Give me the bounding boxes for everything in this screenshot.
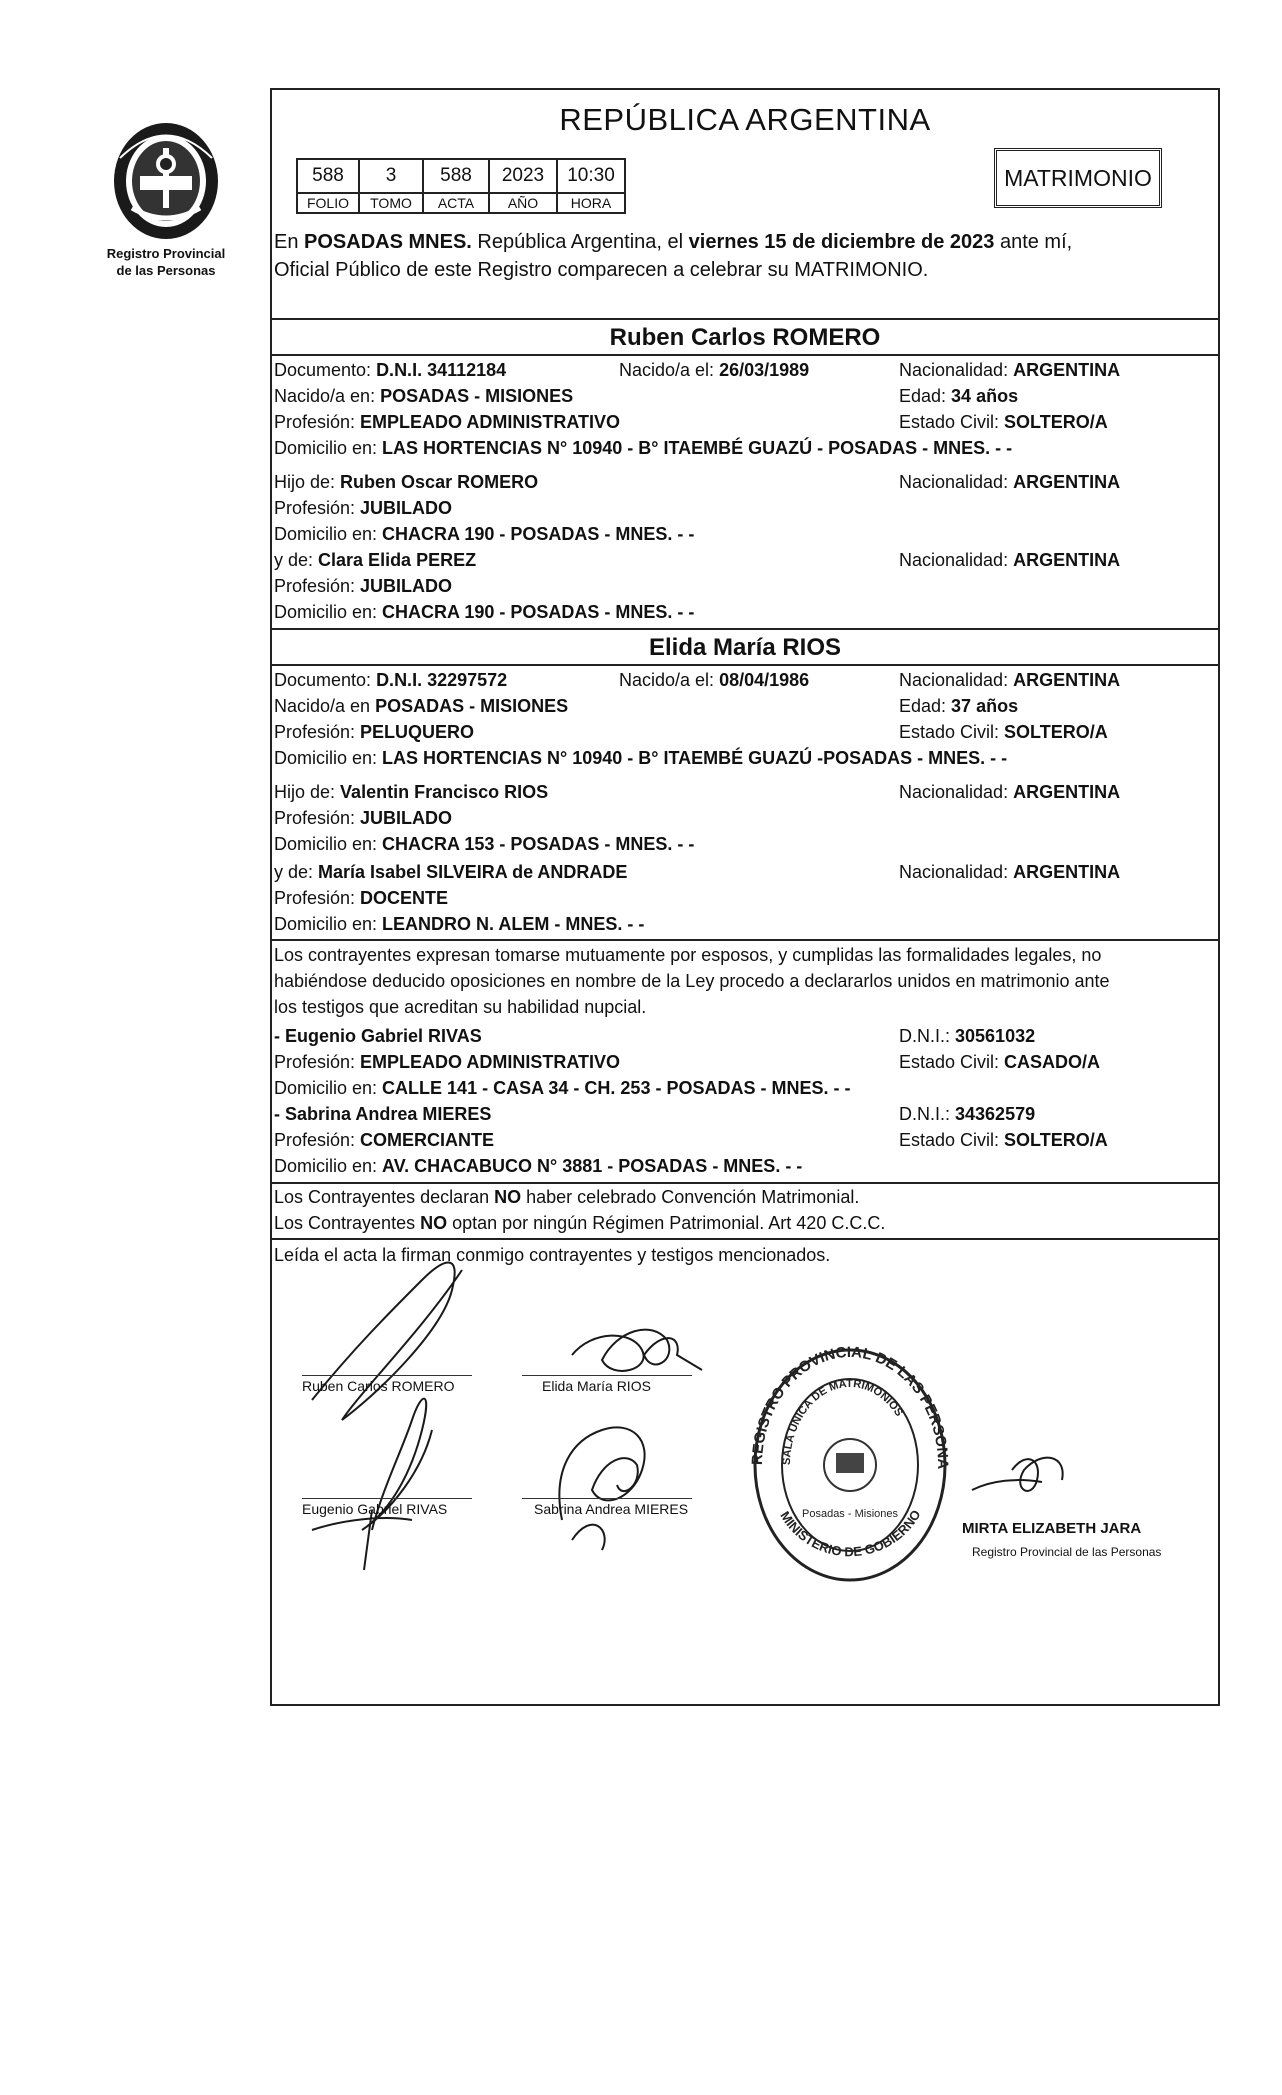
seal-stamp-icon <box>750 1345 950 1585</box>
spouse1-mother-name: Clara Elida PEREZ <box>318 550 477 570</box>
spouse1-father-nationality: ARGENTINA <box>1013 472 1121 492</box>
witness2-dni: 34362579 <box>955 1104 1036 1124</box>
spouse2-birthplace: POSADAS - MISIONES <box>375 696 569 716</box>
hora-label: HORA <box>557 193 625 213</box>
field-label: Edad: <box>899 386 952 406</box>
regime-no: NO <box>494 1187 522 1207</box>
spouse1-mother-profession: JUBILADO <box>360 576 453 596</box>
signature-line <box>302 1375 472 1376</box>
field-label: Nacido/a en: <box>274 386 381 406</box>
field-label: Nacionalidad: <box>899 550 1014 570</box>
spouse2-address: LAS HORTENCIAS N° 10940 - B° ITAEMBÉ GUAZÚ -POSADAS - MNES. - - <box>382 748 1008 768</box>
intro-text: En <box>274 231 305 253</box>
spouse1-address: LAS HORTENCIAS N° 10940 - B° ITAEMBÉ GUAZÚ - POSADAS - MNES. - - <box>382 438 1013 458</box>
signature-name-4: Sabrina Andrea MIERES <box>534 1501 689 1517</box>
spouse1-mother-address: CHACRA 190 - POSADAS - MNES. - - <box>382 602 695 622</box>
witness2-profession: COMERCIANTE <box>360 1130 495 1150</box>
signature-line <box>522 1498 692 1499</box>
regime-text: haber celebrado Convención Matrimonial. <box>521 1187 860 1207</box>
spouse1-nationality: ARGENTINA <box>1013 360 1121 380</box>
field-label: D.N.I.: <box>899 1026 956 1046</box>
spouse2-mother-name: María Isabel SILVEIRA de ANDRADE <box>318 862 628 882</box>
field-label: Hijo de: <box>274 472 341 492</box>
field-label: Hijo de: <box>274 782 341 802</box>
closing-text: Leída el acta la firman conmigo contrayentes y testigos mencionados. <box>274 1245 831 1265</box>
spouse1-mother-nationality: ARGENTINA <box>1013 550 1121 570</box>
field-label: Estado Civil: <box>899 412 1005 432</box>
spouse1-father-address: CHACRA 190 - POSADAS - MNES. - - <box>382 524 695 544</box>
field-label: Nacionalidad: <box>899 862 1014 882</box>
folio-label: FOLIO <box>297 193 359 213</box>
signature-name-1: Ruben Carlos ROMERO <box>302 1378 455 1394</box>
regime-text: Los Contrayentes <box>274 1213 421 1233</box>
field-label: Domicilio en: <box>274 438 383 458</box>
field-label: Profesión: <box>274 1130 361 1150</box>
witness1-profession: EMPLEADO ADMINISTRATIVO <box>360 1052 621 1072</box>
anio-label: AÑO <box>489 193 557 213</box>
spouse2-nationality: ARGENTINA <box>1013 670 1121 690</box>
tomo-label: TOMO <box>359 193 423 213</box>
field-label: Domicilio en: <box>274 834 383 854</box>
official-seal <box>750 1345 950 1590</box>
field-label: Nacionalidad: <box>899 670 1014 690</box>
spouse2-father-name: Valentin Francisco RIOS <box>340 782 549 802</box>
spouse2-father-profession: JUBILADO <box>360 808 453 828</box>
witness1-dni: 30561032 <box>955 1026 1036 1046</box>
spouse2-birthdate: 08/04/1986 <box>719 670 810 690</box>
regime-text: Los Contrayentes declaran <box>274 1187 495 1207</box>
ceremony-line: habiéndose deducido oposiciones en nombre de la Ley procedo a declararlos unidos en matrimonio ante <box>274 971 1110 991</box>
intro-date: viernes 15 de diciembre de 2023 <box>688 231 995 253</box>
witness2-name: - Sabrina Andrea MIERES <box>274 1104 492 1124</box>
field-label: Documento: <box>274 670 377 690</box>
signature-strokes-icon <box>272 90 1222 1708</box>
spouse1-father-profession: JUBILADO <box>360 498 453 518</box>
field-label: Nacionalidad: <box>899 782 1014 802</box>
signature-name-2: Elida María RIOS <box>542 1378 651 1394</box>
folio-value: 588 <box>297 159 359 193</box>
field-label: Profesión: <box>274 888 361 908</box>
spouse2-mother-address: LEANDRO N. ALEM - MNES. - - <box>382 914 645 934</box>
ceremony-line: Los contrayentes expresan tomarse mutuamente por esposos, y cumplidas las formalidades legales, no <box>274 945 1102 965</box>
field-label: Nacido/a el: <box>619 670 720 690</box>
field-label: Domicilio en: <box>274 1078 383 1098</box>
spouse1-age: 34 años <box>951 386 1019 406</box>
ceremony-line: los testigos que acreditan su habilidad nupcial. <box>274 997 647 1017</box>
field-label: Edad: <box>899 696 952 716</box>
field-label: Domicilio en: <box>274 914 383 934</box>
spouse1-dni: D.N.I. 34112184 <box>376 360 507 380</box>
field-label: y de: <box>274 862 319 882</box>
registry-name-line2: de las Personas <box>116 263 216 278</box>
hora-value: 10:30 <box>557 159 625 193</box>
field-label: y de: <box>274 550 319 570</box>
field-label: Estado Civil: <box>899 1052 1005 1072</box>
registry-name-line1: Registro Provincial <box>106 246 226 261</box>
regime-no: NO <box>420 1213 448 1233</box>
official-title: Registro Provincial de las Personas <box>972 1545 1162 1559</box>
intro-text: República Argentina, el <box>471 231 689 253</box>
field-label: Domicilio en: <box>274 748 383 768</box>
field-label: Documento: <box>274 360 377 380</box>
anio-value: 2023 <box>489 159 557 193</box>
intro-text: ante mí, <box>994 231 1073 253</box>
regime-text: optan por ningún Régimen Patrimonial. Art 420 C.C.C. <box>447 1213 886 1233</box>
witness1-name: - Eugenio Gabriel RIVAS <box>274 1026 482 1046</box>
field-label: Estado Civil: <box>899 722 1005 742</box>
official-name: MIRTA ELIZABETH JARA <box>962 1520 1142 1537</box>
field-label: Nacido/a en <box>274 696 376 716</box>
seal-inner-text: SALA UNICA DE MATRIMONIOS <box>780 1377 905 1466</box>
spouse2-father-nationality: ARGENTINA <box>1013 782 1121 802</box>
spouse2-age: 37 años <box>951 696 1019 716</box>
spouse1-profession: EMPLEADO ADMINISTRATIVO <box>360 412 621 432</box>
field-label: Nacionalidad: <box>899 360 1014 380</box>
tomo-value: 3 <box>359 159 423 193</box>
field-label: Profesión: <box>274 412 361 432</box>
page-title: REPÚBLICA ARGENTINA <box>559 102 931 137</box>
provincial-coat-of-arms-icon <box>110 118 222 244</box>
witness2-civil-status: SOLTERO/A <box>1004 1130 1108 1150</box>
acta-label: ACTA <box>423 193 489 213</box>
seal-bottom-text: MINISTERIO DE GOBIERNO <box>777 1507 924 1560</box>
field-label: Profesión: <box>274 722 361 742</box>
field-label: D.N.I.: <box>899 1104 956 1124</box>
spouse2-profession: PELUQUERO <box>360 722 475 742</box>
seal-city: Posadas - Misiones <box>802 1508 898 1520</box>
registry-logo <box>86 118 246 278</box>
spouse1-birthplace: POSADAS - MISIONES <box>380 386 574 406</box>
spouse2-name: Elida María RIOS <box>648 634 842 661</box>
field-label: Domicilio en: <box>274 1156 383 1176</box>
spouse2-civil-status: SOLTERO/A <box>1004 722 1108 742</box>
signature-area <box>272 90 1222 1708</box>
field-label: Profesión: <box>274 808 361 828</box>
witness1-civil-status: CASADO/A <box>1004 1052 1101 1072</box>
marriage-certificate-form <box>270 88 1220 1706</box>
witness1-address: CALLE 141 - CASA 34 - CH. 253 - POSADAS - MNES. - - <box>382 1078 851 1098</box>
field-label: Domicilio en: <box>274 602 383 622</box>
signature-line <box>302 1498 472 1499</box>
field-label: Estado Civil: <box>899 1130 1005 1150</box>
field-label: Nacionalidad: <box>899 472 1014 492</box>
spouse2-mother-nationality: ARGENTINA <box>1013 862 1121 882</box>
spouse1-name: Ruben Carlos ROMERO <box>609 324 881 351</box>
acta-value: 588 <box>423 159 489 193</box>
spouse2-father-address: CHACRA 153 - POSADAS - MNES. - - <box>382 834 695 854</box>
field-label: Nacido/a el: <box>619 360 720 380</box>
spouse2-dni: D.N.I. 32297572 <box>376 670 508 690</box>
spouse1-civil-status: SOLTERO/A <box>1004 412 1108 432</box>
spouse1-birthdate: 26/03/1989 <box>719 360 810 380</box>
spouse2-mother-profession: DOCENTE <box>360 888 449 908</box>
spouse1-father-name: Ruben Oscar ROMERO <box>340 472 539 492</box>
field-label: Domicilio en: <box>274 524 383 544</box>
signature-line <box>522 1375 692 1376</box>
field-label: Profesión: <box>274 576 361 596</box>
intro-city: POSADAS MNES. <box>304 231 472 253</box>
seal-outer-text: REGISTRO PROVINCIAL DE LAS PERSONA <box>750 1345 950 1470</box>
field-label: Profesión: <box>274 1052 361 1072</box>
field-label: Profesión: <box>274 498 361 518</box>
intro-line2: Oficial Público de este Registro comparecen a celebrar su MATRIMONIO. <box>274 259 929 281</box>
signature-name-3: Eugenio Gabriel RIVAS <box>302 1501 448 1517</box>
act-type-box: MATRIMONIO <box>994 148 1162 208</box>
witness2-address: AV. CHACABUCO N° 3881 - POSADAS - MNES. - - <box>382 1156 803 1176</box>
